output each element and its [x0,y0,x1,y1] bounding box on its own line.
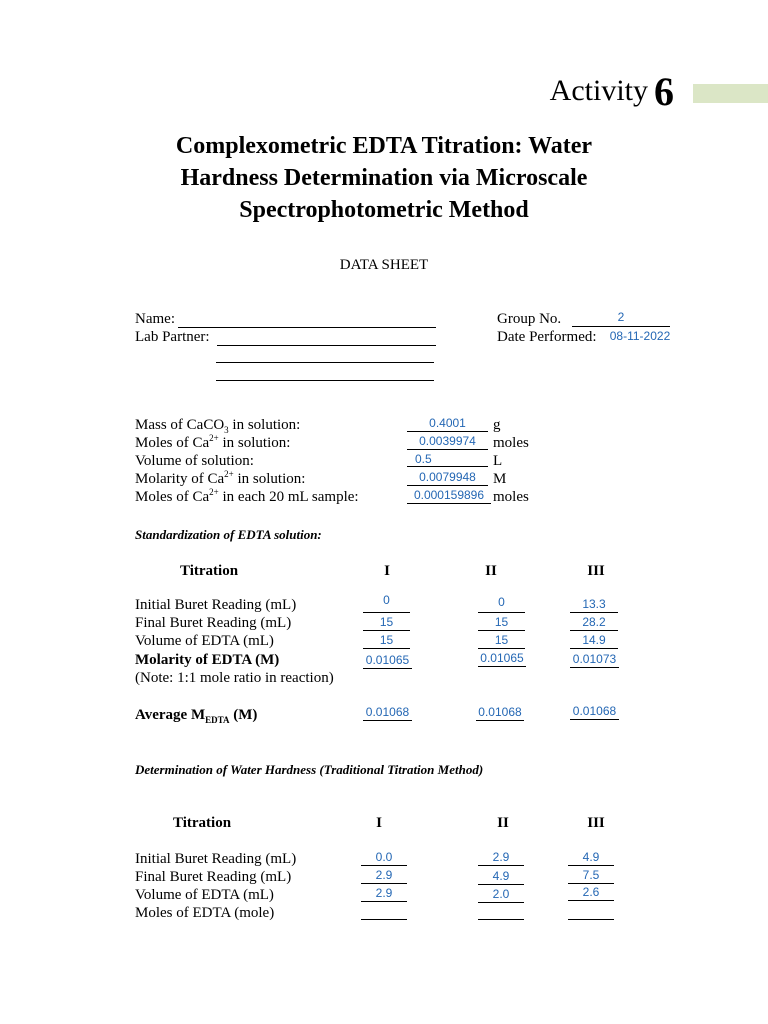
date-label: Date Performed: [497,329,597,345]
moles-unit: moles [493,435,529,451]
column-header-3: III [587,563,605,579]
std-final-label: Final Buret Reading (mL) [135,615,292,631]
hardness-column-header-3: III [587,815,605,831]
title-line: Hardness Determination via Microscale [180,165,588,191]
std-initial-1[interactable]: 0 [363,594,410,613]
document-title [0,130,768,226]
std-molarity-3[interactable]: 0.01073 [570,653,619,668]
name-label: Name: [135,311,175,327]
name-field[interactable] [178,327,436,328]
std-final-1[interactable]: 15 [363,616,410,631]
std-volume-2[interactable]: 15 [478,634,525,649]
average-molarity-3[interactable]: 0.01068 [570,705,619,720]
column-header-2: II [485,563,497,579]
average-molarity-label: Average $M_{EDTA}$ (M) [135,707,258,725]
std-volume-1[interactable]: 15 [363,634,410,649]
hardness-initial-3[interactable]: 4.9 [568,851,614,866]
std-molarity-1[interactable]: 0.01065 [363,654,412,669]
hardness-moles-3[interactable] [568,919,614,920]
sample-moles-label: Moles of $Ca^{2+}$ in each 20 mL sample: [135,487,359,505]
molarity-label: Molarity of $Ca^{2+}$ in solution: [135,469,306,487]
hardness-final-2[interactable]: 4.9 [478,870,524,885]
lab-partner-field[interactable] [217,345,436,346]
hardness-initial-label: Initial Buret Reading (mL) [135,851,297,867]
molarity-field[interactable]: 0.0079948 [407,471,488,486]
hardness-volume-label: Volume of EDTA (mL) [135,887,274,903]
hardness-final-label: Final Buret Reading (mL) [135,869,292,885]
sample-moles-field[interactable]: 0.000159896 [407,489,491,504]
hardness-titration-header: Titration [173,815,232,831]
title-line: Complexometric EDTA Titration: Water [175,133,593,159]
hardness-final-1[interactable]: 2.9 [361,869,407,884]
hardness-moles-2[interactable] [478,919,524,920]
hardness-initial-2[interactable]: 2.9 [478,851,524,866]
volume-unit: L [493,453,503,469]
standardization-heading: Standardization of EDTA solution: [135,527,322,542]
group-field[interactable]: 2 [572,311,670,327]
lab-partner-field-3[interactable] [216,380,434,381]
std-initial-2[interactable]: 0 [478,596,525,613]
title-line: Spectrophotometric Method [239,197,529,223]
hardness-column-header-1: I [376,815,382,831]
mass-unit: g [493,417,501,433]
volume-field[interactable]: 0.5 [407,453,488,467]
titration-header: Titration [180,563,239,579]
hardness-column-header-2: II [497,815,509,831]
std-molarity-2[interactable]: 0.01065 [478,652,526,667]
group-label: Group No. [497,311,562,327]
moles-field[interactable]: 0.0039974 [407,435,488,450]
std-volume-3[interactable]: 14.9 [570,634,618,649]
column-header-1: I [384,563,390,579]
volume-label: Volume of solution: [135,453,254,469]
date-field[interactable]: 08-11-2022 [609,329,671,343]
accent-bar [693,84,768,103]
std-note: (Note: 1:1 mole ratio in reaction) [135,670,334,686]
lab-partner-field-2[interactable] [216,362,434,363]
hardness-volume-1[interactable]: 2.9 [361,887,407,902]
data-sheet-heading: DATA SHEET [339,257,429,273]
average-molarity-2[interactable]: 0.01068 [476,706,524,721]
activity-number: 6 [654,69,674,114]
std-initial-label: Initial Buret Reading (mL) [135,597,297,613]
hardness-final-3[interactable]: 7.5 [568,869,614,884]
std-molarity-label: Molarity of EDTA (M) [135,652,280,668]
molarity-unit: M [493,471,507,487]
hardness-initial-1[interactable]: 0.0 [361,851,407,866]
mass-label: Mass of CaCO$_3$ in solution: [135,417,301,435]
hardness-moles-1[interactable] [361,919,407,920]
std-final-3[interactable]: 28.2 [570,616,618,631]
std-final-2[interactable]: 15 [478,616,525,631]
mass-field[interactable]: 0.4001 [407,417,488,432]
std-initial-3[interactable]: 13.3 [570,598,618,613]
activity-label: Activity [549,74,648,107]
moles-label: Moles of $Ca^{2+}$ in solution: [135,433,291,451]
lab-partner-label: Lab Partner: [135,329,210,345]
hardness-moles-label: Moles of EDTA (mole) [135,905,275,921]
hardness-volume-3[interactable]: 2.6 [568,886,614,901]
std-volume-label: Volume of EDTA (mL) [135,633,274,649]
hardness-heading: Determination of Water Hardness (Traditional Titration Method) [135,762,484,777]
average-molarity-1[interactable]: 0.01068 [363,706,412,721]
sample-moles-unit: moles [493,489,529,505]
hardness-volume-2[interactable]: 2.0 [478,888,524,903]
